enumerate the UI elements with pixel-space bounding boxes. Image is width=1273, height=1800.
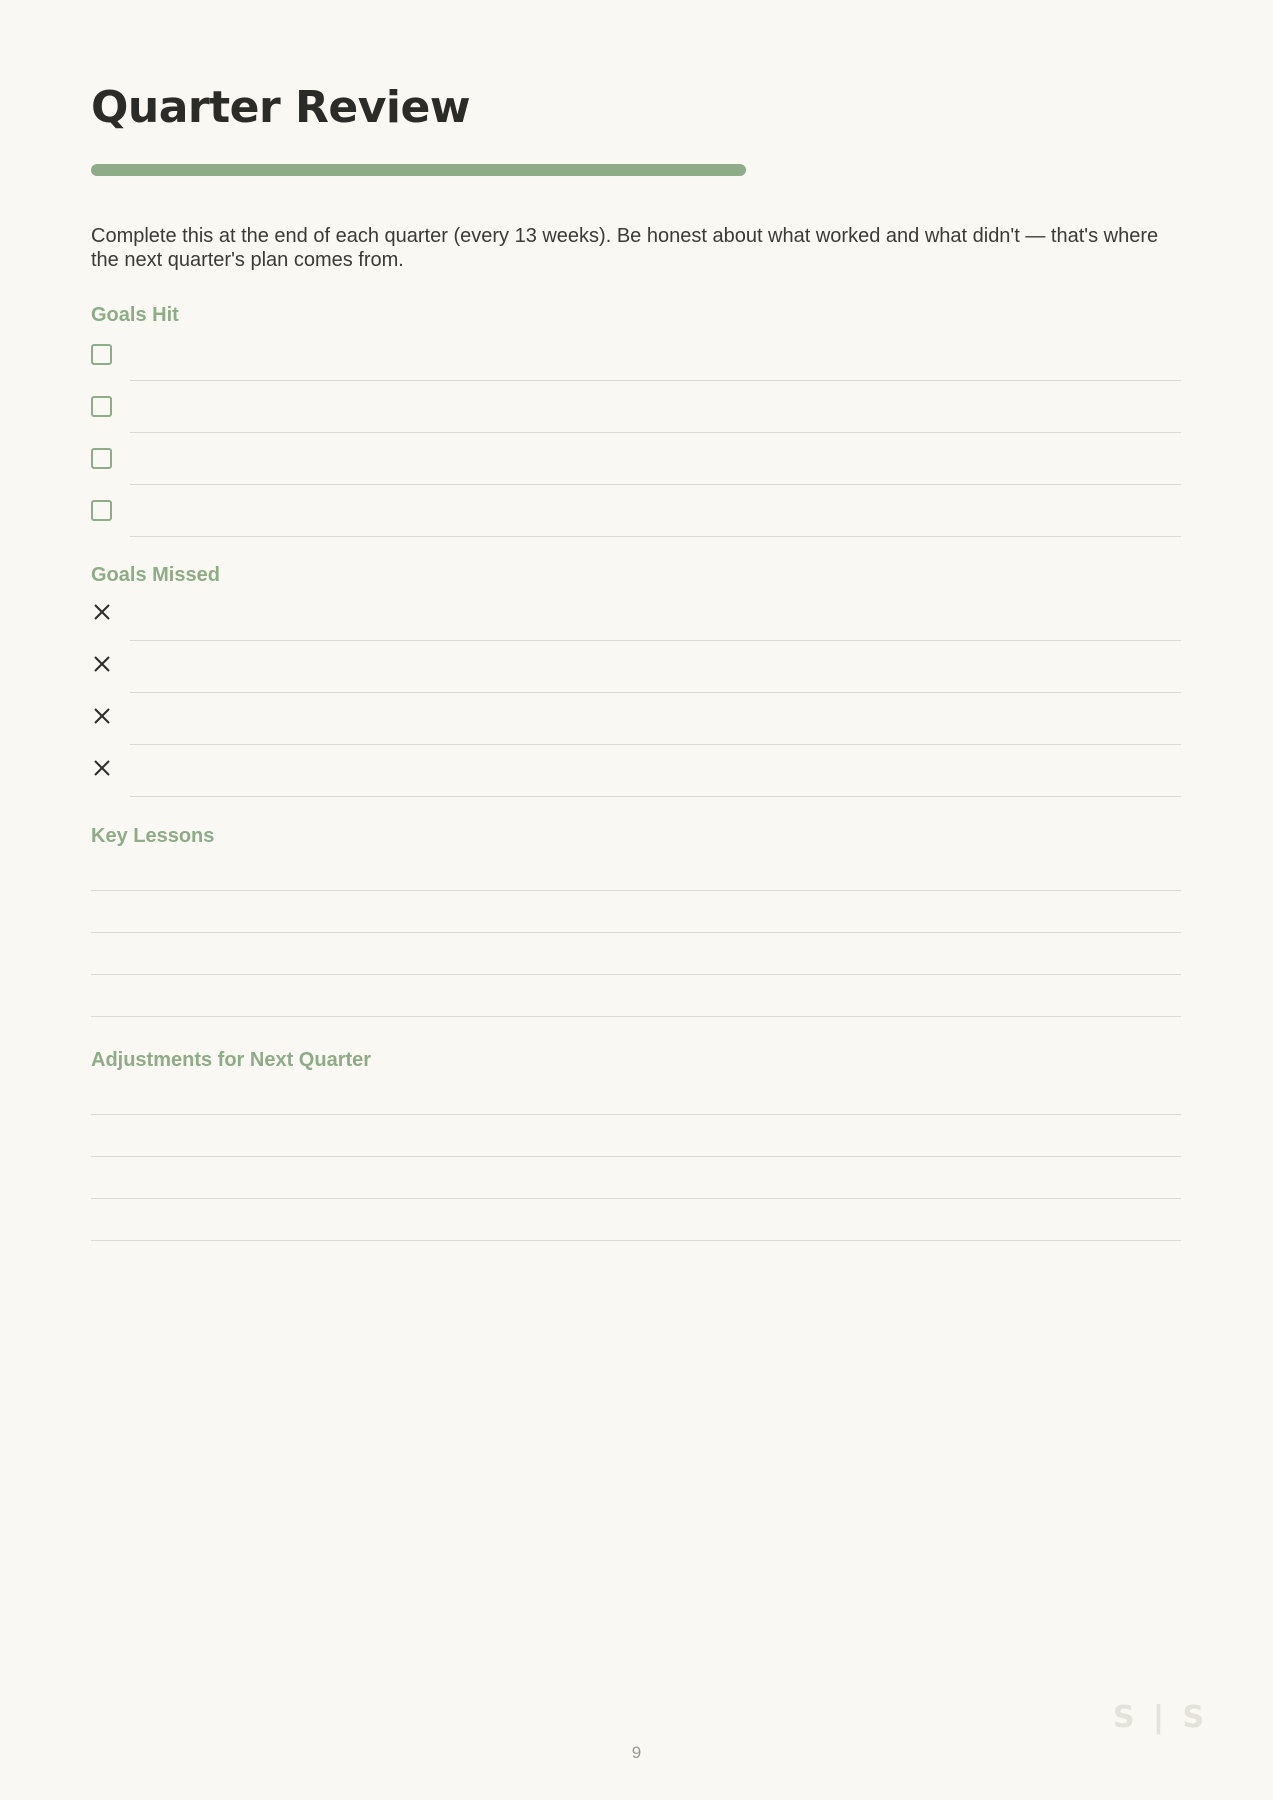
- page-title: Quarter Review: [91, 82, 470, 133]
- checkbox-icon[interactable]: [91, 344, 112, 365]
- brand-logo: S | S: [1113, 1700, 1209, 1735]
- goals-hit-row: [91, 485, 1181, 537]
- page-number: 9: [631, 1743, 642, 1762]
- intro-text: Complete this at the end of each quarter (every 13 weeks). Be honest about what worked and what didn't — that's where the next quarter's plan comes from.: [91, 225, 1159, 271]
- goals-missed-row: [91, 693, 1181, 745]
- adjustments-section: [91, 1048, 1181, 1241]
- checkbox-icon[interactable]: [91, 500, 112, 521]
- adjustments-heading: Adjustments for Next Quarter: [91, 1049, 372, 1071]
- adjustments-write-line[interactable]: [91, 1115, 1181, 1157]
- goals-hit-row: [91, 433, 1181, 485]
- goals-missed-row: [91, 589, 1181, 641]
- quarter-review-page: [91, 0, 1181, 1800]
- key-lessons-write-line[interactable]: [91, 891, 1181, 933]
- goals-missed-row: [91, 745, 1181, 797]
- x-mark-icon: [92, 706, 112, 726]
- x-mark-icon: [92, 758, 112, 778]
- key-lessons-write-line[interactable]: [91, 975, 1181, 1017]
- goals-hit-section: [91, 303, 1181, 537]
- goals-hit-row: [91, 381, 1181, 433]
- checkbox-icon[interactable]: [91, 396, 112, 417]
- goals-missed-section: [91, 563, 1181, 797]
- x-mark-icon: [92, 654, 112, 674]
- adjustments-write-line[interactable]: [91, 1199, 1181, 1241]
- x-mark-icon: [92, 602, 112, 622]
- checkbox-icon[interactable]: [91, 448, 112, 469]
- goals-missed-heading: Goals Missed: [91, 564, 220, 586]
- key-lessons-write-line[interactable]: [91, 849, 1181, 891]
- title-accent-bar: [91, 164, 746, 176]
- goals-hit-write-line[interactable]: [130, 536, 1181, 538]
- goals-missed-row: [91, 641, 1181, 693]
- adjustments-write-line[interactable]: [91, 1157, 1181, 1199]
- goals-hit-heading: Goals Hit: [91, 304, 179, 326]
- goals-hit-row: [91, 329, 1181, 381]
- key-lessons-write-line[interactable]: [91, 933, 1181, 975]
- goals-missed-write-line[interactable]: [130, 796, 1181, 798]
- key-lessons-section: [91, 824, 1181, 1017]
- key-lessons-heading: Key Lessons: [91, 825, 215, 847]
- adjustments-write-line[interactable]: [91, 1073, 1181, 1115]
